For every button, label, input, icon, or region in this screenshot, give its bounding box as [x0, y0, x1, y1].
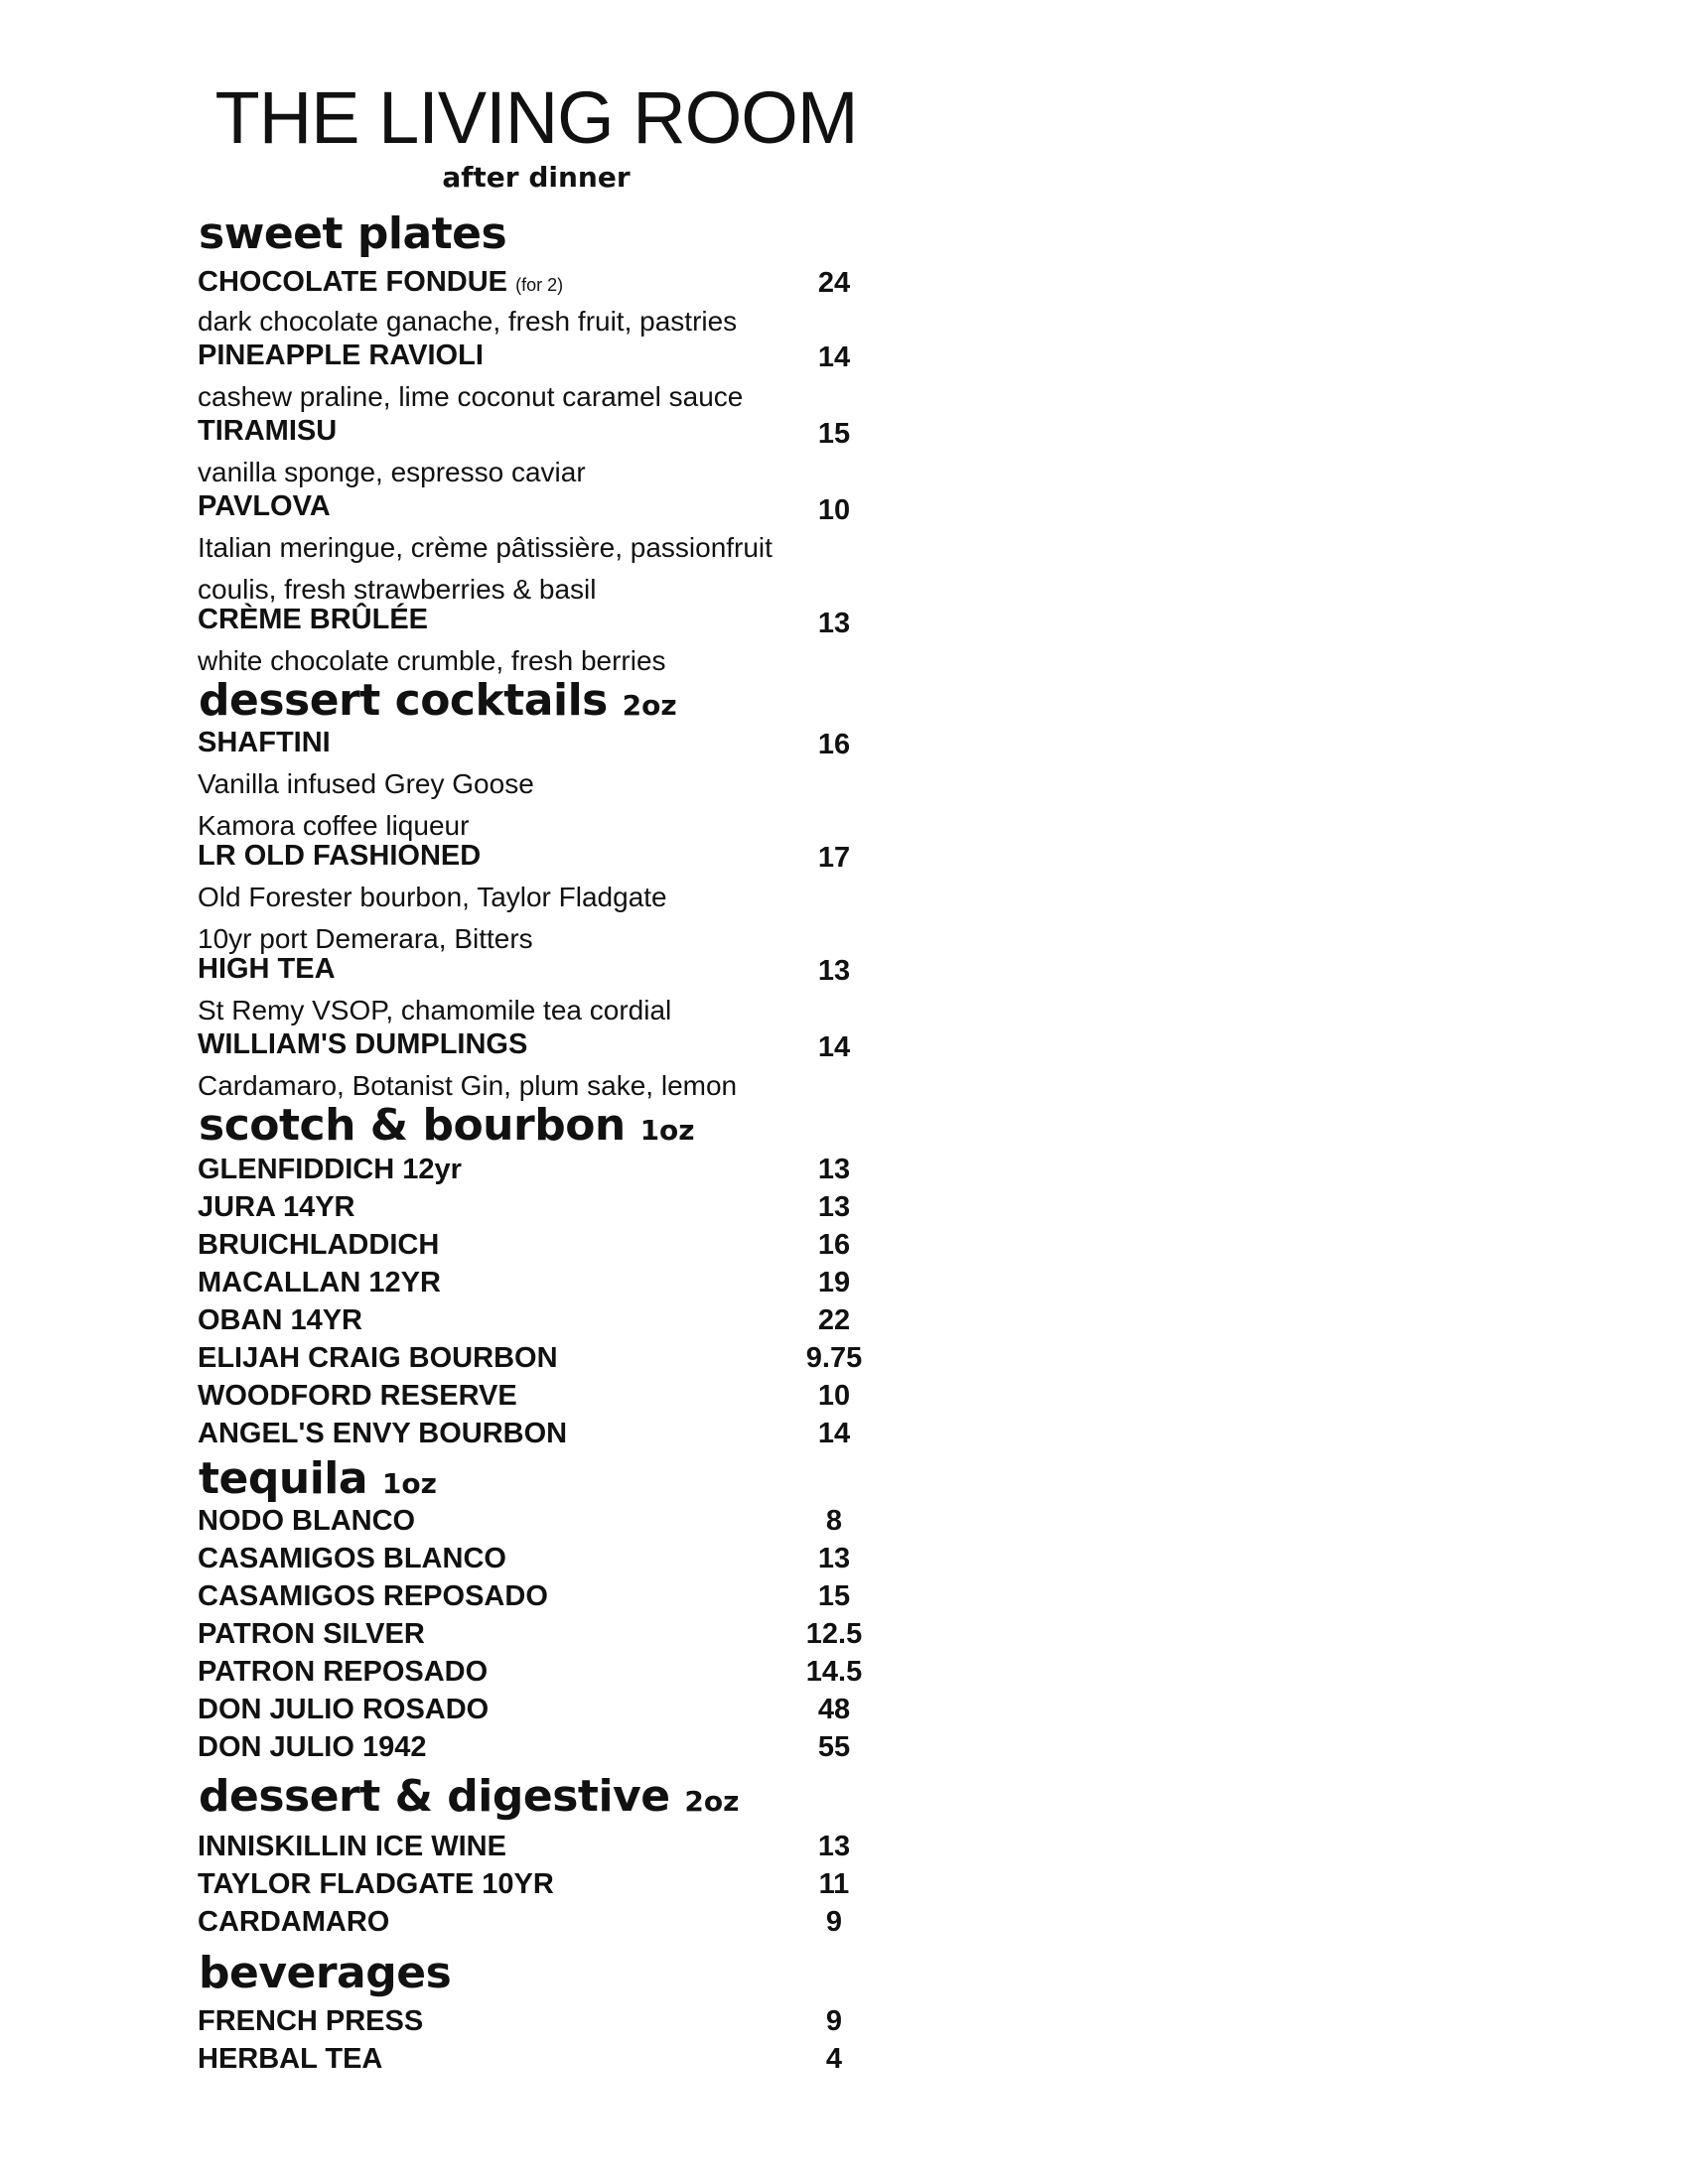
- menu-item-name: ELIJAH CRAIG BOURBON: [198, 1342, 558, 1374]
- menu-item-name: CRÈME BRÛLÉE: [198, 604, 429, 635]
- menu-item-price: 12.5: [805, 1618, 863, 1650]
- menu-item-price: 13: [817, 1543, 851, 1574]
- section-title: sweet plates: [199, 208, 507, 259]
- menu-item-price: 19: [817, 1267, 851, 1298]
- menu-item-note: (for 2): [515, 275, 564, 295]
- section-unit: 1oz: [639, 1114, 695, 1147]
- menu-item-price: 24: [817, 267, 851, 299]
- menu-item-price: 15: [817, 1580, 851, 1612]
- menu-item-name: INNISKILLIN ICE WINE: [198, 1831, 506, 1862]
- section-heading-tequila: [199, 1453, 437, 1504]
- menu-item-price: 9: [825, 1906, 843, 1938]
- menu-item-name: WILLIAM'S DUMPLINGS: [198, 1028, 528, 1060]
- menu-item-price: 4: [825, 2043, 843, 2075]
- menu-item-price: 14: [817, 1418, 851, 1449]
- menu-item-name: CHOCOLATE FONDUE (for 2): [198, 266, 564, 298]
- menu-item-price: 17: [817, 842, 851, 874]
- section-heading-sweet-plates: [199, 208, 507, 259]
- menu-item-name: FRENCH PRESS: [198, 2005, 424, 2037]
- section-title: dessert & digestive: [199, 1771, 670, 1822]
- menu-item-price: 15: [817, 418, 851, 450]
- section-unit: 2oz: [684, 1785, 740, 1818]
- menu-item-name: CASAMIGOS REPOSADO: [198, 1580, 548, 1612]
- menu-item-name: ANGEL'S ENVY BOURBON: [198, 1418, 568, 1449]
- menu-item-price: 48: [817, 1694, 851, 1725]
- menu-item-name: TAYLOR FLADGATE 10YR: [198, 1868, 554, 1900]
- menu-item-price: 13: [817, 955, 851, 987]
- menu-item-price: 13: [817, 608, 851, 639]
- menu-item-name: CARDAMARO: [198, 1906, 390, 1938]
- menu-item-name: PATRON REPOSADO: [198, 1656, 489, 1688]
- menu-item-name: JURA 14YR: [198, 1191, 355, 1223]
- menu-item-price: 55: [817, 1731, 851, 1763]
- menu-item-price: 13: [817, 1831, 851, 1862]
- menu-item-price: 10: [817, 494, 851, 526]
- menu-item-price: 10: [817, 1380, 851, 1412]
- menu-item-name: HERBAL TEA: [198, 2043, 383, 2075]
- section-unit: 2oz: [622, 689, 677, 722]
- menu-item-name: TIRAMISU: [198, 415, 338, 447]
- menu-item-name: NODO BLANCO: [198, 1505, 416, 1537]
- menu-item-description: coulis, fresh strawberries & basil: [198, 574, 597, 605]
- menu-item-name: GLENFIDDICH 12yr: [198, 1154, 462, 1185]
- menu-item-name: LR OLD FASHIONED: [198, 840, 482, 872]
- menu-item-description: cashew praline, lime coconut caramel sauce: [198, 381, 744, 412]
- menu-item-name: DON JULIO ROSADO: [198, 1694, 490, 1725]
- menu-item-description: St Remy VSOP, chamomile tea cordial: [198, 995, 672, 1025]
- menu-item-price: 14: [817, 341, 851, 373]
- menu-item-name: PAVLOVA: [198, 490, 331, 522]
- menu-item-price: 9.75: [805, 1342, 863, 1374]
- menu-item-name: DON JULIO 1942: [198, 1731, 427, 1763]
- menu-item-price: 11: [818, 1868, 850, 1900]
- page-title: THE LIVING ROOM: [214, 76, 858, 159]
- menu-item-description: dark chocolate ganache, fresh fruit, pastries: [198, 306, 738, 337]
- section-heading-beverages: [199, 1948, 452, 1998]
- menu-item-price: 13: [817, 1154, 851, 1185]
- menu-item-price: 14.5: [805, 1656, 863, 1688]
- menu-item-name: SHAFTINI: [198, 727, 331, 758]
- menu-item-name: PATRON SILVER: [198, 1618, 425, 1650]
- menu-item-price: 9: [825, 2005, 843, 2037]
- menu-item-price: 22: [817, 1304, 851, 1336]
- menu-item-description: Old Forester bourbon, Taylor Fladgate: [198, 882, 667, 912]
- menu-item-description: Italian meringue, crème pâtissière, passionfruit: [198, 532, 773, 563]
- menu-item-name: BRUICHLADDICH: [198, 1229, 440, 1261]
- menu-item-price: 14: [817, 1031, 851, 1063]
- menu-item-name: OBAN 14YR: [198, 1304, 362, 1336]
- menu-item-name: CASAMIGOS BLANCO: [198, 1543, 506, 1574]
- menu-item-name: PINEAPPLE RAVIOLI: [198, 340, 484, 371]
- section-heading-dessert-digestive: [199, 1771, 740, 1822]
- section-title: dessert cocktails: [199, 675, 608, 726]
- menu-item-description: Kamora coffee liqueur: [198, 810, 470, 841]
- menu-item-description: 10yr port Demerara, Bitters: [198, 923, 533, 954]
- section-heading-scotch-bourbon: [199, 1100, 695, 1151]
- section-unit: 1oz: [381, 1467, 437, 1500]
- section-title: scotch & bourbon: [199, 1100, 626, 1151]
- menu-item-name: MACALLAN 12YR: [198, 1267, 441, 1298]
- menu-item-price: 8: [825, 1505, 843, 1537]
- menu-item-price: 13: [817, 1191, 851, 1223]
- menu-item-name: HIGH TEA: [198, 953, 336, 985]
- menu-item-description: Cardamaro, Botanist Gin, plum sake, lemon: [198, 1070, 738, 1101]
- section-title: tequila: [199, 1453, 368, 1504]
- menu-item-description: vanilla sponge, espresso caviar: [198, 457, 586, 487]
- menu-item-price: 16: [817, 1229, 851, 1261]
- menu-item-price: 16: [817, 729, 851, 760]
- menu-item-description: Vanilla infused Grey Goose: [198, 768, 534, 799]
- section-heading-dessert-cocktails: [199, 675, 677, 726]
- section-title: beverages: [199, 1948, 452, 1998]
- page-subtitle: after dinner: [442, 161, 631, 194]
- menu-item-name: WOODFORD RESERVE: [198, 1380, 517, 1412]
- menu-item-description: white chocolate crumble, fresh berries: [198, 645, 666, 676]
